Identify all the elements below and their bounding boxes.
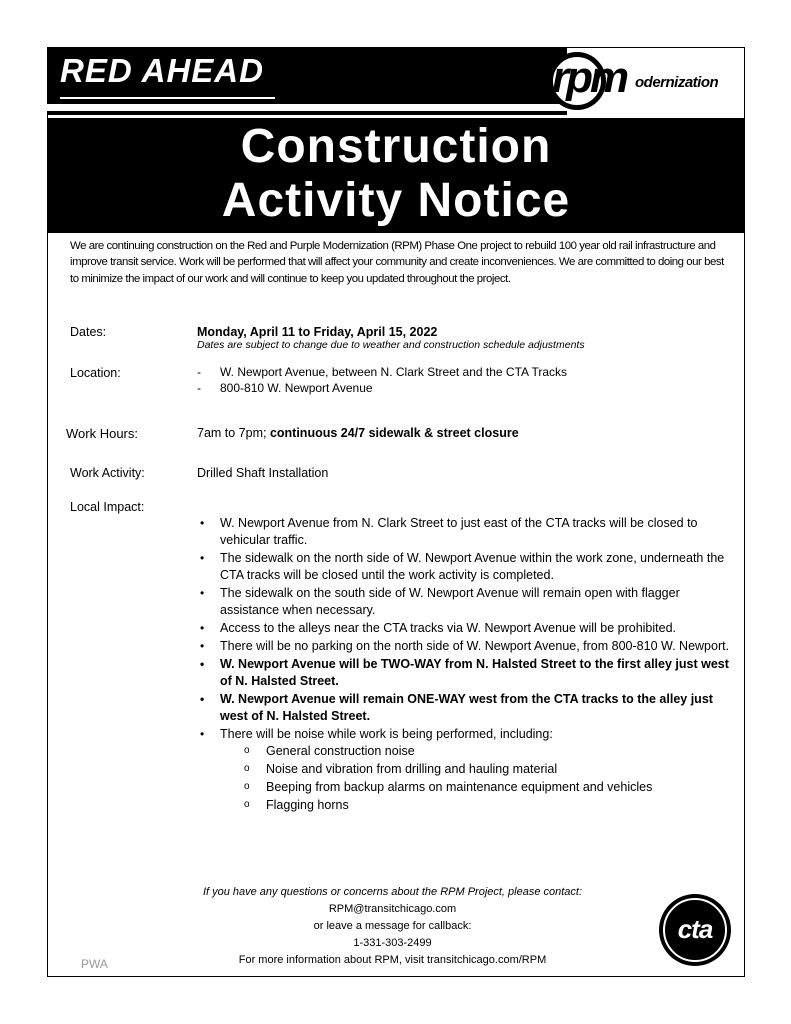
banner-rule-bottom: [47, 111, 567, 115]
contact-or: or leave a message for callback:: [313, 920, 472, 932]
list-item: • The sidewalk on the south side of W. Newport Avenue will remain open with flagger assistance when necessary.: [220, 585, 740, 619]
dates-note: Dates are subject to change due to weather and construction schedule adjustments: [197, 339, 585, 351]
noise-intro: There will be noise while work is being performed, including:: [220, 727, 553, 741]
location-label: Location:: [70, 366, 121, 380]
page-title: [47, 120, 745, 228]
rpm-modernization-logo: [540, 48, 740, 118]
location-dash-2: -: [197, 381, 201, 395]
work-activity-label: Work Activity:: [70, 466, 145, 480]
dates-value: Monday, April 11 to Friday, April 15, 2022: [197, 325, 438, 339]
work-hours-value: [197, 426, 519, 440]
dates-label: Dates:: [70, 325, 107, 339]
list-item: • Access to the alleys near the CTA tracks via W. Newport Avenue will be prohibited.: [220, 620, 740, 637]
list-item: • W. Newport Avenue will be TWO-WAY from N. Halsted Street to the first alley just west of N. Halsted Street.: [220, 656, 740, 690]
list-item: • W. Newport Avenue from N. Clark Street to just east of the CTA tracks will be closed to vehicular traffic.: [220, 515, 740, 549]
footer-code: PWA: [81, 957, 108, 971]
work-hours-plain: 7am to 7pm;: [197, 426, 270, 440]
work-hours-label: Work Hours:: [66, 426, 138, 441]
list-item: • There will be no parking on the north side of W. Newport Avenue, from 800-810 W. Newport.: [220, 638, 740, 655]
location-dash-1: -: [197, 365, 201, 379]
list-item: • The sidewalk on the north side of W. Newport Avenue within the work zone, underneath the CTA tracks will be closed until the work activity is completed.: [220, 550, 740, 584]
noise-sublist: [220, 743, 740, 814]
red-ahead-logo: RED AHEAD: [60, 52, 264, 89]
sub-list-item: o Flagging horns: [266, 797, 740, 814]
contact-phone[interactable]: 1-331-303-2499: [353, 937, 432, 949]
sub-list-item: o General construction noise: [266, 743, 740, 760]
work-hours-bold: continuous 24/7 sidewalk & street closure: [269, 426, 519, 440]
title-line-1: Construction: [240, 120, 552, 173]
red-ahead-underline: [60, 97, 275, 99]
banner-rule: [47, 104, 567, 111]
local-impact-label: Local Impact:: [70, 500, 145, 514]
work-activity-value: Drilled Shaft Installation: [197, 466, 329, 480]
sub-list-item: o Beeping from backup alarms on maintenance equipment and vehicles: [266, 779, 740, 796]
location-item-2: 800-810 W. Newport Avenue: [220, 381, 373, 395]
sub-list-item: o Noise and vibration from drilling and hauling material: [266, 761, 740, 778]
contact-email[interactable]: RPM@transitchicago.com: [328, 903, 457, 915]
list-item: • W. Newport Avenue will remain ONE-WAY west from the CTA tracks to the alley just west of N. Halsted Street.: [220, 691, 740, 725]
contact-question: If you have any questions or concerns about the RPM Project, please contact:: [202, 886, 583, 898]
contact-block: [195, 884, 590, 969]
list-item-noise: [220, 726, 740, 814]
intro-paragraph: We are continuing construction on the Red and Purple Modernization (RPM) Phase One project to rebuild 100 year old rail infrastructure and improve transit service. Work will be performed that will affect your community and create inconveniences. We are committed to doing our best to minimize the impact of our work and will continue to keep you updated throughout the project.: [70, 240, 724, 285]
cta-logo-text: cta: [677, 914, 713, 944]
modernization-logo-text: odernization: [635, 74, 719, 91]
location-item-1: W. Newport Avenue, between N. Clark Street and the CTA Tracks: [220, 365, 568, 379]
rpm-logo-text: rpm: [552, 53, 627, 102]
contact-more-info[interactable]: For more information about RPM, visit transitchicago.com/RPM: [238, 954, 547, 966]
title-line-2: Activity Notice: [221, 174, 571, 227]
local-impact-list: [220, 515, 740, 815]
